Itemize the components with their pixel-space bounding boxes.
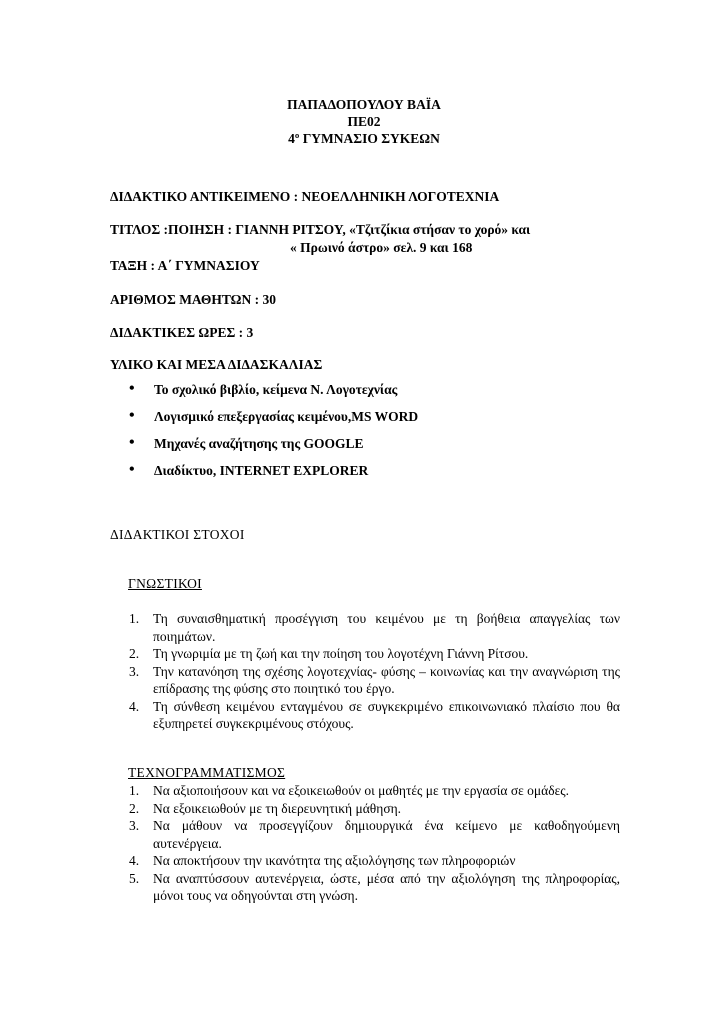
materials-heading: ΥΛΙΚΟ ΚΑΙ ΜΕΣΑ ΔΙΔΑΣΚΑΛΙΑΣ xyxy=(110,357,323,372)
school-name: 4º ΓΥΜΝΑΣΙΟ ΣΥΚΕΩΝ xyxy=(288,131,440,146)
list-item: 4. Τη σύνθεση κειμένου ενταγμένου σε συγκεκριμένο επικοινωνιακό πλαίσιο που θα εξυπηρετεί συγκεκριμένους στόχους. xyxy=(129,698,620,731)
list-item: 1. Να αξιοποιήσουν και να εξοικειωθούν οι μαθητές με την εργασία σε ομάδες. xyxy=(129,783,569,798)
students-line: ΑΡΙΘΜΟΣ ΜΑΘΗΤΩΝ : 30 xyxy=(110,292,276,307)
bullet-icon: • xyxy=(129,380,135,397)
class-line: ΤΑΞΗ : Α΄ ΓΥΜΝΑΣΙΟΥ xyxy=(110,258,260,273)
list-item: 5. Να αναπτύσσουν αυτενέργεια, ώστε, μέσα από την αξιολόγηση της πληροφορίας, μόνοι τους να οδηγούνται στη γνώση. xyxy=(129,870,620,903)
goals-heading: ΔΙΔΑΚΤΙΚΟΙ ΣΤΟΧΟΙ xyxy=(110,527,245,542)
literacy-heading: ΤΕΧΝΟΓΡΑΜΜΑΤΙΣΜΟΣ xyxy=(128,765,286,780)
list-item: 2. Να εξοικειωθούν με τη διερευνητική μάθηση. xyxy=(129,800,402,816)
list-item: • Λογισμικό επεξεργασίας κειμένου,MS WORD xyxy=(129,407,419,424)
list-item: 2. Τη γνωριμία με τη ζωή και την ποίηση του λογοτέχνη Γιάννη Ρίτσου. xyxy=(129,646,529,661)
list-item: 4. Να αποκτήσουν την ικανότητα της αξιολόγησης των πληροφοριών xyxy=(129,853,516,868)
cognitive-goals-list xyxy=(129,610,620,733)
author-name: ΠΑΠΑΔΟΠΟΥΛΟΥ ΒΑΪΑ xyxy=(287,97,441,112)
cognitive-heading: ΓΝΩΣΤΙΚΟΙ xyxy=(128,576,202,591)
title-line-2: « Πρωινό άστρο» σελ. 9 και 168 xyxy=(290,240,473,255)
author-specialty-code: ΠΕ02 xyxy=(347,114,381,129)
list-item: 1. Τη συναισθηματική προσέγγιση του κειμένου με τη βοήθεια απαγγελίας των ποιημάτων. xyxy=(129,611,620,644)
bullet-icon: • xyxy=(129,461,135,478)
hours-line: ΔΙΔΑΚΤΙΚΕΣ ΩΡΕΣ : 3 xyxy=(110,325,254,340)
bullet-icon: • xyxy=(129,434,135,451)
list-item: • Διαδίκτυο, INTERNET EXPLORER xyxy=(129,461,369,478)
literacy-goals-list xyxy=(129,782,620,905)
subject-line: ΔΙΔΑΚΤΙΚΟ ΑΝΤΙΚΕΙΜΕΝΟ : ΝΕΟΕΛΛΗΝΙΚΗ ΛΟΓΟΤΕΧΝΙΑ xyxy=(110,189,500,204)
list-item: • Το σχολικό βιβλίο, κείμενα Ν. Λογοτεχνίας xyxy=(129,380,398,397)
list-item: 3. Να μάθουν να προσεγγίζουν δημιουργικά ένα κείμενο με καθοδηγούμενη αυτενέργεια. xyxy=(129,818,620,851)
materials-list xyxy=(110,381,418,489)
list-item: • Μηχανές αναζήτησης της GOOGLE xyxy=(129,434,364,451)
bullet-icon: • xyxy=(129,407,135,424)
author-header xyxy=(0,96,728,147)
list-item: 3. Την κατανόηση της σχέσης λογοτεχνίας- φύσης – κοινωνίας και την αναγνώριση της επίδρασης της φύσης στο ποιητικό του έργο. xyxy=(129,663,620,696)
title-line-1: ΤΙΤΛΟΣ :ΠΟΙΗΣΗ : ΓΙΑΝΝΗ ΡΙΤΣΟΥ, «Τζιτζίκια στήσαν το χορό» και xyxy=(110,222,531,237)
